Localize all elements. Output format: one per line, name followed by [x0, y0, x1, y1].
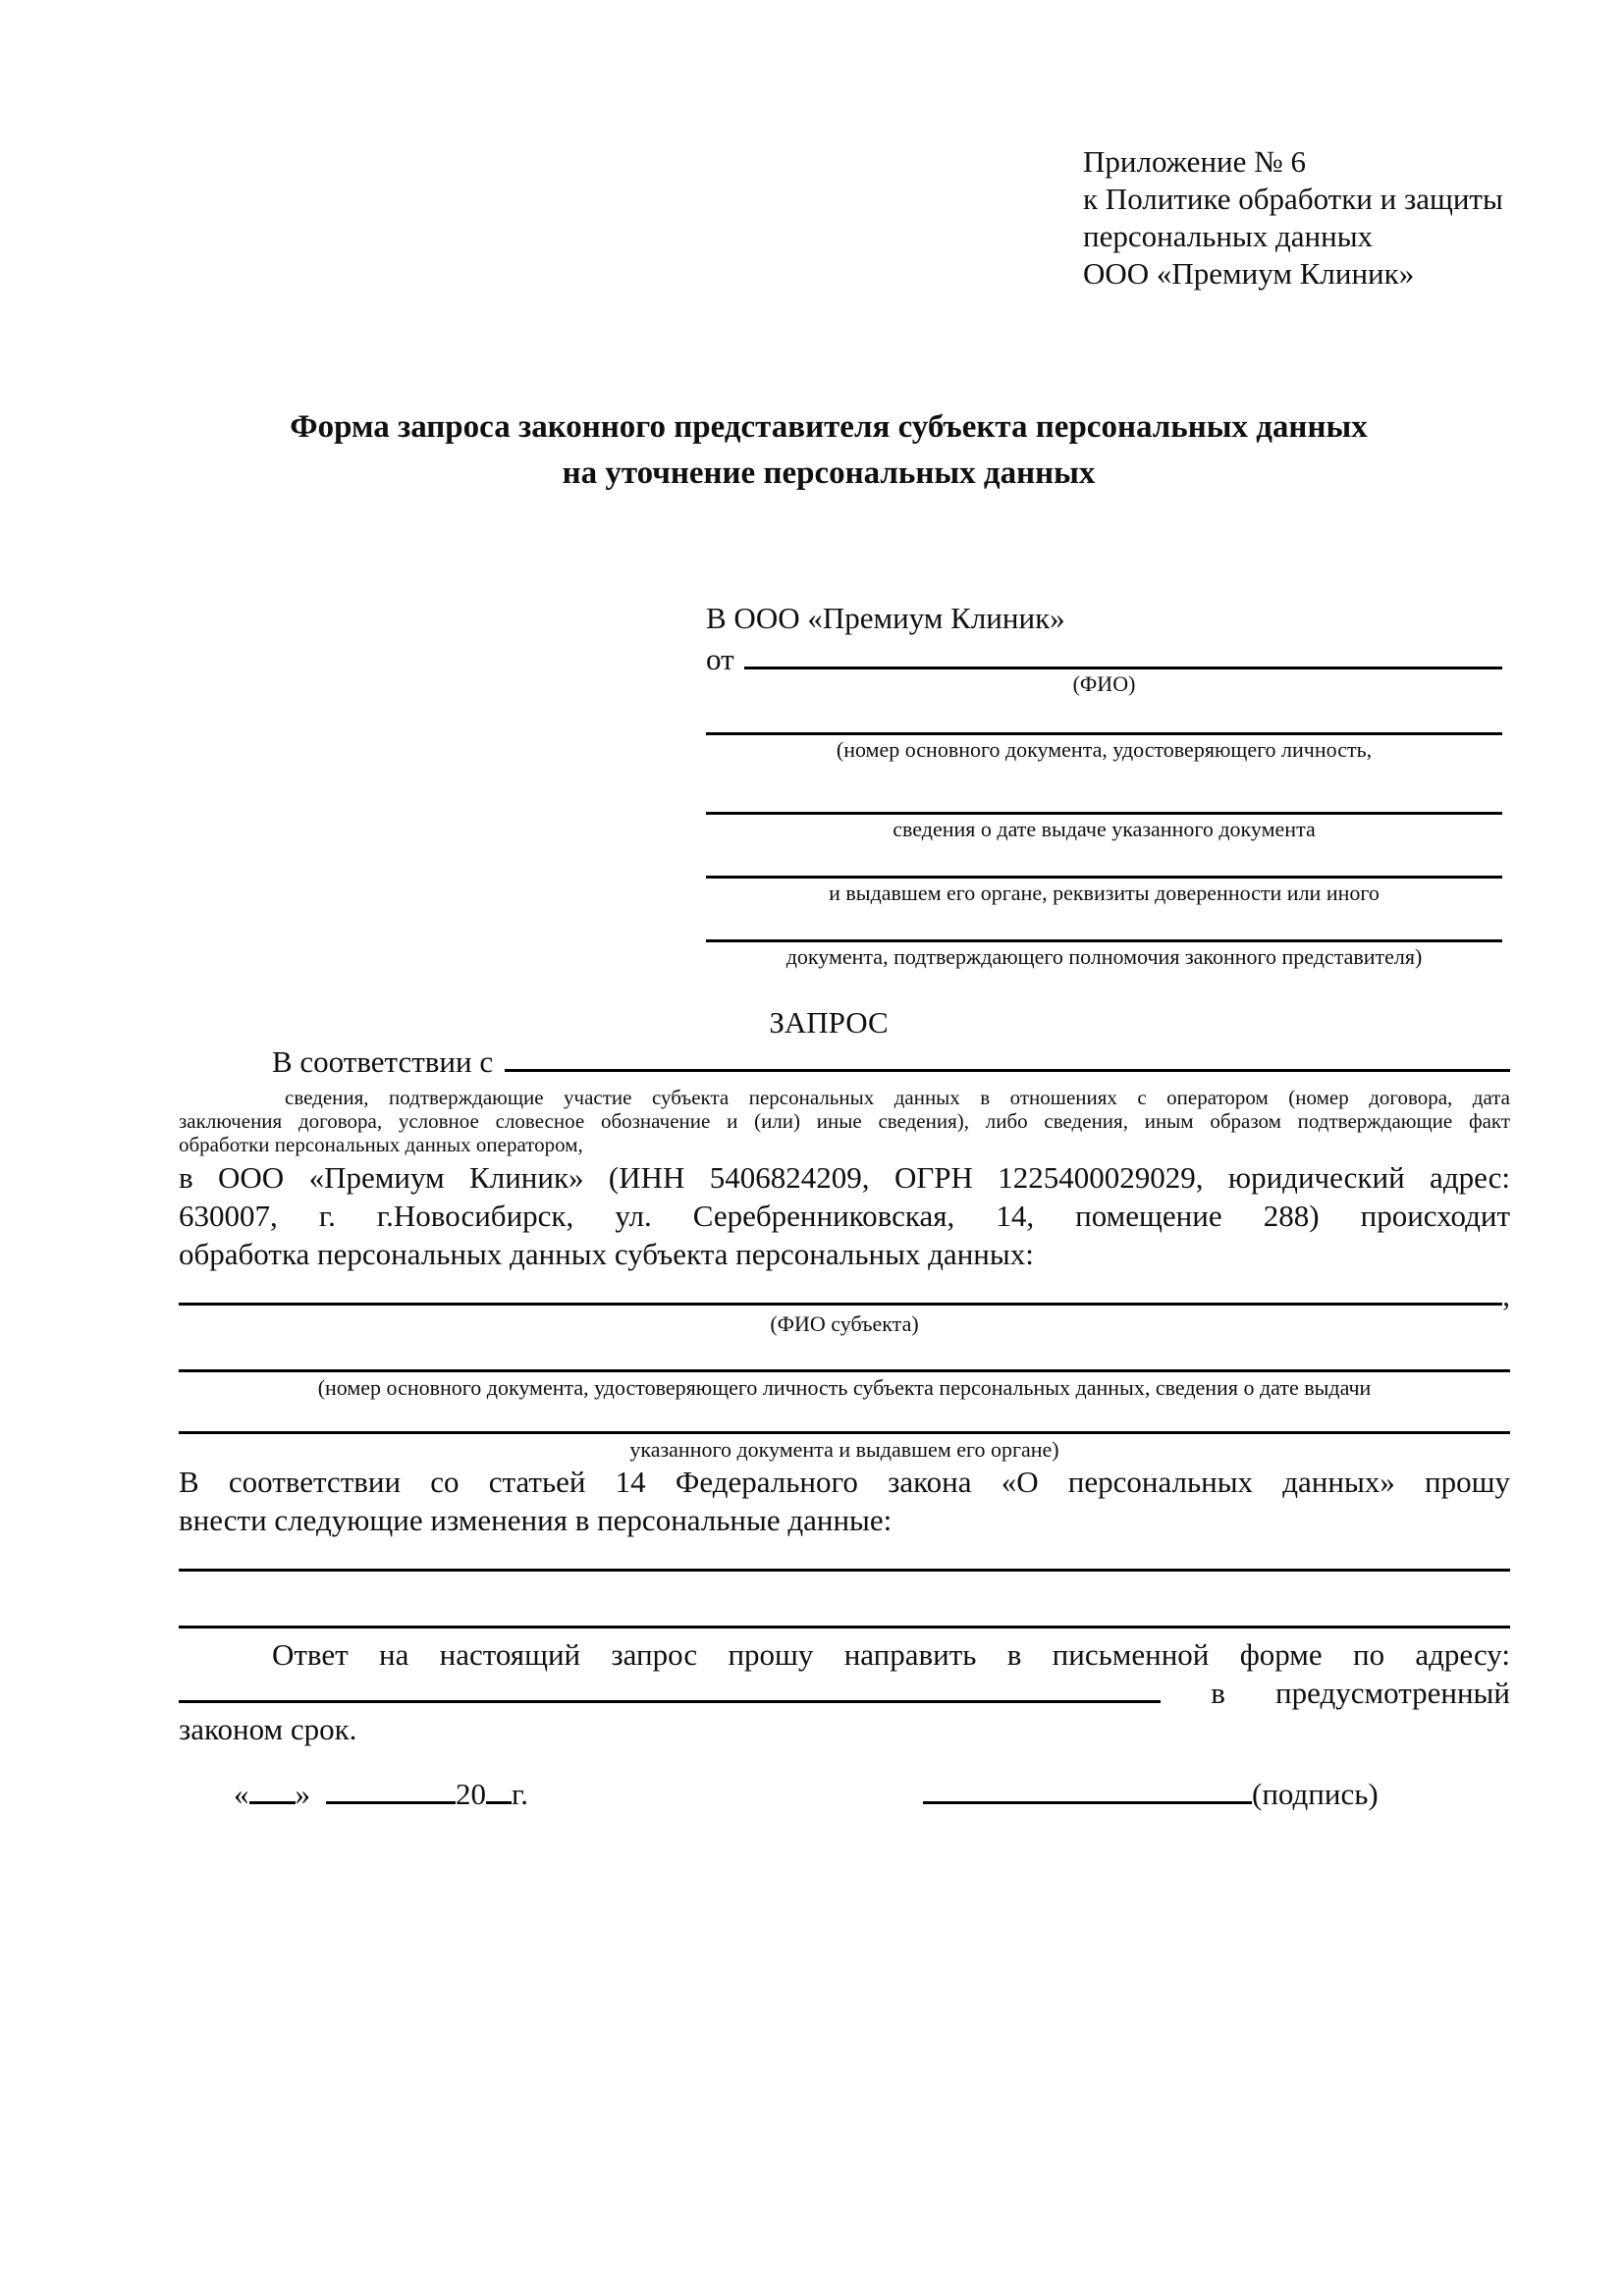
appendix-block: [1083, 143, 1503, 293]
date-month-fill-line: [326, 1799, 456, 1804]
date-year-fill-line: [486, 1799, 512, 1804]
request-heading: ЗАПРОС: [769, 1005, 889, 1040]
date-year-suffix: г.: [512, 1777, 528, 1811]
intro-caption-line-1: сведения, подтверждающие участие субъекта персональных данных в отношениях с оператором (номер договора, дата: [285, 1086, 1510, 1109]
date-day-fill-line: [249, 1799, 296, 1804]
subject-fio-row: [179, 1276, 1510, 1312]
subject-fio-fill-line: [179, 1301, 1502, 1306]
appendix-line-4: ООО «Премиум Клиник»: [1083, 256, 1415, 291]
intro-row: [179, 1042, 1510, 1080]
appendix-line-3: персональных данных: [1083, 219, 1374, 253]
addressee-to: В ООО «Премиум Клиник»: [706, 601, 1065, 635]
date-year-prefix: 20: [456, 1777, 486, 1811]
intro-caption-line-2: заключения договора, условное словесное обозначение и (или) иные сведения), либо сведения, иным образом подтверждающие факт: [179, 1109, 1510, 1133]
representative-doc-fill-line-1: [706, 732, 1502, 735]
law-paragraph-line-1: В соответствии со статьей 14 Федерального закона «О персональных данных» прошу: [179, 1465, 1510, 1499]
representative-doc-fill-line-2: [706, 812, 1502, 815]
date-quote-close: »: [295, 1777, 310, 1811]
signature-group: [923, 1775, 1379, 1813]
representative-doc-fill-line-3: [706, 876, 1502, 879]
subject-fio-comma: ,: [1502, 1278, 1510, 1312]
operator-paragraph-line-3: обработка персональных данных субъекта персональных данных:: [179, 1237, 1034, 1271]
changes-fill-line-2: [179, 1590, 1510, 1629]
representative-doc-caption-3: и выдавшем его органе, реквизиты доверенности или иного: [829, 881, 1380, 905]
representative-doc-caption-2: сведения о дате выдаче указанного документа: [893, 817, 1316, 841]
date-group: [234, 1775, 528, 1813]
form-title-line-2: на уточнение персональных данных: [562, 455, 1096, 491]
from-fill-line: [744, 665, 1502, 669]
representative-doc-caption-4: документа, подтверждающего полномочия законного представителя): [785, 944, 1423, 969]
subject-doc-caption-2: указанного документа и выдавшем его органе): [629, 1437, 1059, 1462]
intro-caption-line-3: обработки персональных данных оператором,: [179, 1133, 583, 1156]
operator-paragraph-line-2: 630007, г. г.Новосибирск, ул. Серебренниковская, 14, помещение 288) происходит: [179, 1199, 1510, 1233]
operator-paragraph-line-1: в ООО «Премиум Клиник» (ИНН 5406824209, ОГРН 1225400029029, юридический адрес:: [179, 1160, 1510, 1195]
answer-word-v: в: [1211, 1676, 1225, 1710]
subject-doc-fill-line-2: [179, 1398, 1510, 1434]
subject-fio-caption: (ФИО субъекта): [770, 1311, 919, 1336]
form-title-line-1: Форма запроса законного представителя субъекта персональных данных: [290, 409, 1368, 445]
appendix-line-2: к Политике обработки и защиты: [1083, 182, 1503, 216]
operator-paragraph: [179, 1158, 1510, 1273]
representative-doc-caption-1: (номер основного документа, удостоверяющего личность,: [836, 737, 1373, 762]
from-label: от: [706, 642, 734, 676]
intro-caption: [179, 1086, 1510, 1156]
law-paragraph: [179, 1463, 1510, 1539]
signature-caption: (подпись): [1252, 1777, 1379, 1811]
appendix-line-1: Приложение № 6: [1083, 144, 1306, 179]
representative-doc-fill-line-4: [706, 939, 1502, 942]
answer-paragraph-line-3: законом срок.: [179, 1712, 357, 1746]
form-title: [151, 404, 1506, 497]
subject-doc-fill-line-1: [179, 1337, 1510, 1372]
answer-word-predusmotrenny: предусмотренный: [1275, 1676, 1510, 1710]
intro-label: В соответствии с: [272, 1044, 494, 1079]
footer-row: [179, 1769, 1510, 1813]
addressee-from-row: [706, 640, 1502, 676]
answer-address-row: [179, 1674, 1510, 1710]
fio-caption: (ФИО): [1072, 671, 1136, 696]
law-paragraph-line-2: внести следующие изменения в персональные данные:: [179, 1503, 893, 1537]
date-quote-open: «: [234, 1777, 249, 1811]
changes-fill-line-1: [179, 1533, 1510, 1572]
answer-address-fill-line: [179, 1698, 1161, 1703]
addressee-block: [706, 599, 1502, 970]
answer-paragraph-line-1: Ответ на настоящий запрос прошу направить в письменной форме по адресу:: [272, 1637, 1510, 1672]
signature-fill-line: [923, 1799, 1252, 1804]
intro-fill-line: [505, 1067, 1510, 1072]
subject-doc-caption-1: (номер основного документа, удостоверяющего личность субъекта персональных данных, сведения о дате выдачи: [317, 1375, 1372, 1400]
